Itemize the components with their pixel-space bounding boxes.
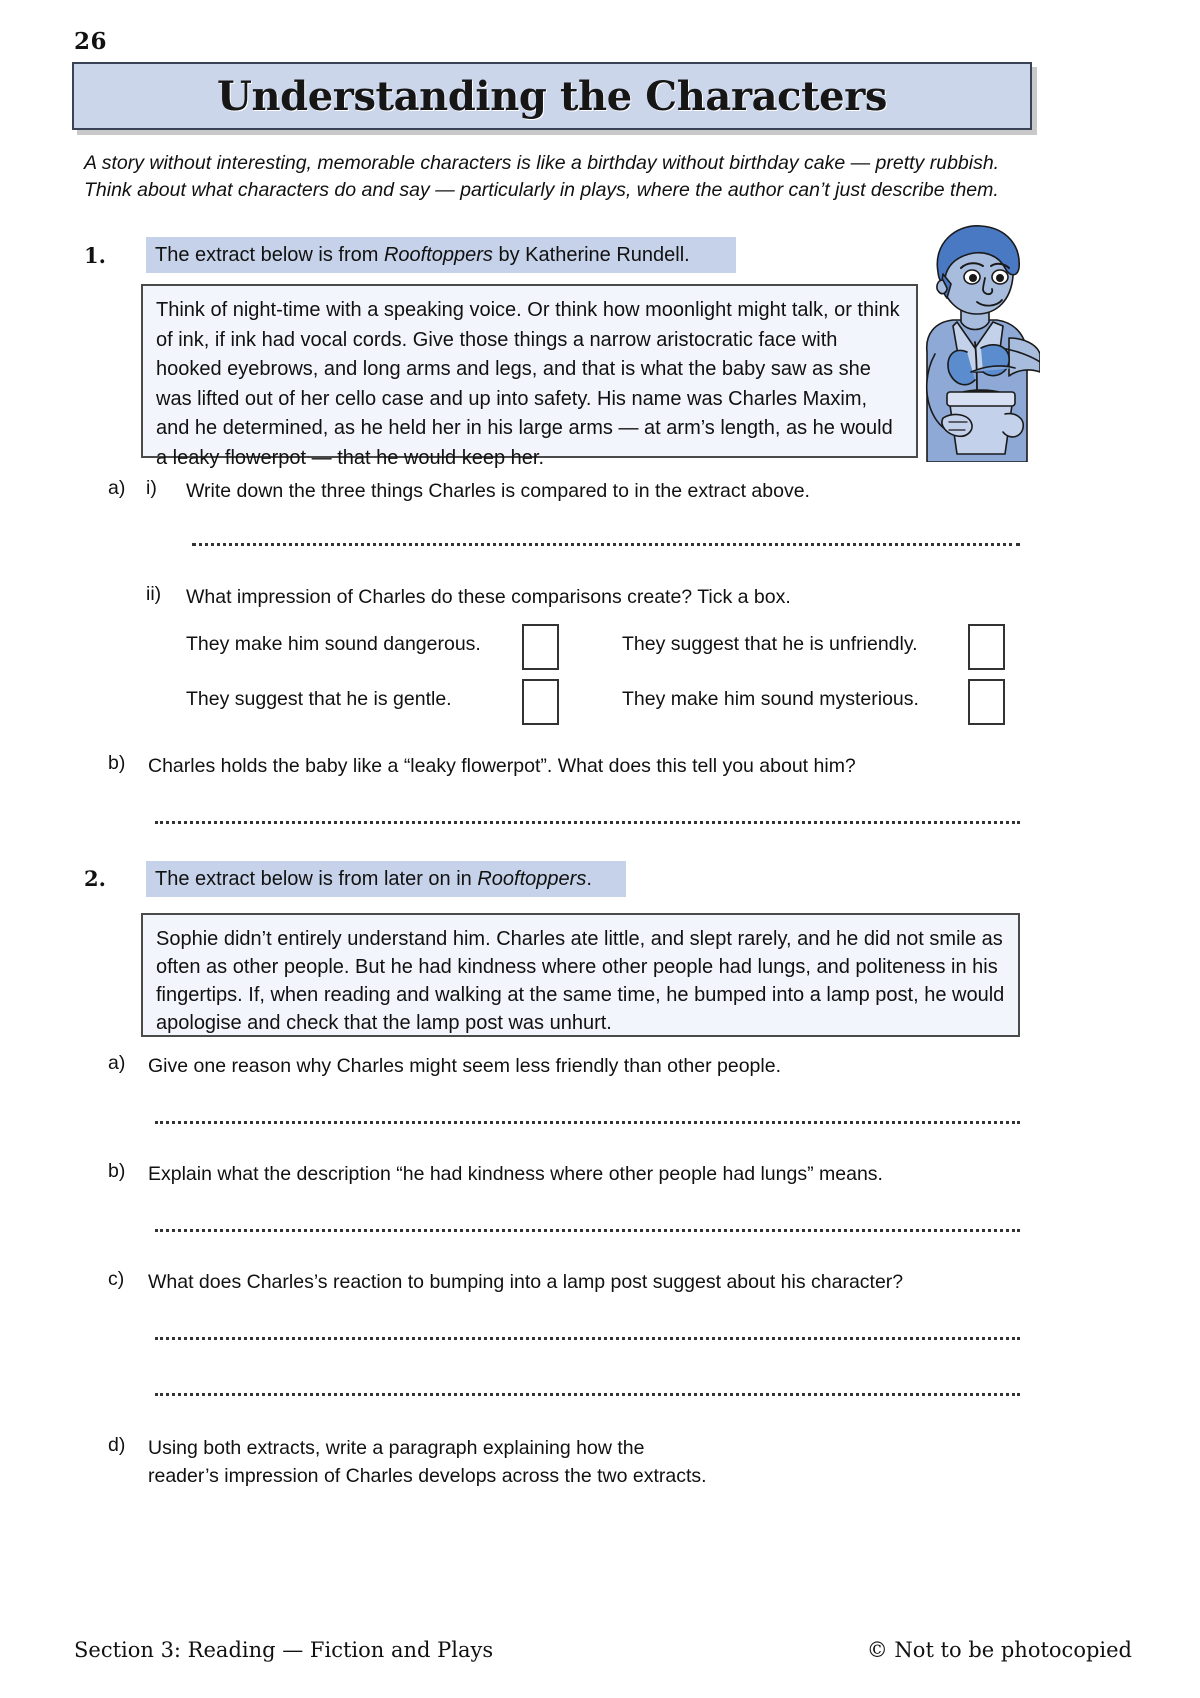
lead-title-1: Rooftoppers xyxy=(383,244,493,266)
tick-option-label-2: They suggest that he is unfriendly. xyxy=(622,633,918,655)
part-text-2d-line1: Using both extracts, write a paragraph explaining how the xyxy=(148,1437,645,1459)
extract-box-1: Think of night-time with a speaking voice. Or think how moonlight might talk, or think of ink, if ink had vocal cords. Give those things a narrow aristocratic face with hooked eyebrows, and long arms and legs, and that is what the baby saw as she was lifted out of her cello case and up into safety. His name was Charles Maxim, and he determined, as he held her in his large arms — at arm’s length, as he would a leaky flowerpot — that he would keep her. xyxy=(141,284,918,458)
answer-line[interactable] xyxy=(155,1390,1020,1396)
intro-line-2: Think about what characters do and say — particularly in plays, where the author can’t just describe them. xyxy=(84,179,999,201)
answer-line[interactable] xyxy=(192,540,1020,546)
extract-box-2: Sophie didn’t entirely understand him. Charles ate little, and slept rarely, and he did not smile as often as other people. But he had kindness where other people had lungs, and politeness in his fingertips. If, when reading and walking at the same time, he bumped into a lamp post, he would apologise and check that the lamp post was unhurt. xyxy=(141,913,1020,1037)
part-label-2b: b) xyxy=(108,1160,126,1182)
part-label-1b: b) xyxy=(108,752,126,774)
part-sublabel-1a-ii: ii) xyxy=(146,583,162,605)
part-text-1b: Charles holds the baby like a “leaky flowerpot”. What does this tell you about him? xyxy=(148,755,856,777)
lead-suffix-2: . xyxy=(586,868,592,890)
man-holding-flowerpot-illustration xyxy=(905,222,1040,462)
footer-copyright: © Not to be photocopied xyxy=(866,1638,1132,1662)
lead-prefix-2: The extract below is from later on in xyxy=(155,868,478,890)
part-text-1a-i: Write down the three things Charles is compared to in the extract above. xyxy=(186,480,810,502)
banner-fill xyxy=(72,62,1032,130)
tick-box-1[interactable] xyxy=(522,624,559,670)
part-label-2a: a) xyxy=(108,1052,126,1074)
page-title: Understanding the Characters xyxy=(216,72,888,120)
intro-line-1: A story without interesting, memorable characters is like a birthday without birthday cake — pretty rubbish. xyxy=(84,152,1000,174)
part-text-2d-line2: reader’s impression of Charles develops across the two extracts. xyxy=(148,1465,707,1487)
part-text-2c: What does Charles’s reaction to bumping into a lamp post suggest about his character? xyxy=(148,1271,904,1293)
lead-prefix-1: The extract below is from xyxy=(155,244,384,266)
tick-box-4[interactable] xyxy=(968,679,1005,725)
question-number-1: 1. xyxy=(84,243,106,268)
intro-blurb xyxy=(84,150,1034,204)
part-text-2a: Give one reason why Charles might seem less friendly than other people. xyxy=(148,1055,781,1077)
part-text-1a-ii: What impression of Charles do these comparisons create? Tick a box. xyxy=(186,586,791,608)
tick-option-label-1: They make him sound dangerous. xyxy=(186,633,481,655)
tick-option-label-3: They suggest that he is gentle. xyxy=(186,688,452,710)
lead-suffix-1: by Katherine Rundell. xyxy=(492,244,690,266)
tick-option-label-4: They make him sound mysterious. xyxy=(622,688,919,710)
tick-box-3[interactable] xyxy=(522,679,559,725)
part-sublabel-1a-i: i) xyxy=(146,477,157,499)
answer-line[interactable] xyxy=(155,818,1020,824)
question-number-2: 2. xyxy=(84,866,106,891)
question-2-lead-in xyxy=(146,861,626,897)
part-text-2d xyxy=(148,1434,848,1490)
part-label-2c: c) xyxy=(108,1268,125,1290)
answer-line[interactable] xyxy=(155,1226,1020,1232)
question-1-lead-in xyxy=(146,237,736,273)
page-title-banner xyxy=(72,62,1032,130)
part-label-1a: a) xyxy=(108,477,126,499)
answer-line[interactable] xyxy=(155,1334,1020,1340)
page-number: 26 xyxy=(74,28,108,55)
lead-title-2: Rooftoppers xyxy=(477,868,587,890)
answer-line[interactable] xyxy=(155,1118,1020,1124)
part-label-2d: d) xyxy=(108,1434,126,1456)
tick-box-2[interactable] xyxy=(968,624,1005,670)
footer-section-label: Section 3: Reading — Fiction and Plays xyxy=(74,1638,494,1662)
part-text-2b: Explain what the description “he had kindness where other people had lungs” means. xyxy=(148,1163,883,1185)
